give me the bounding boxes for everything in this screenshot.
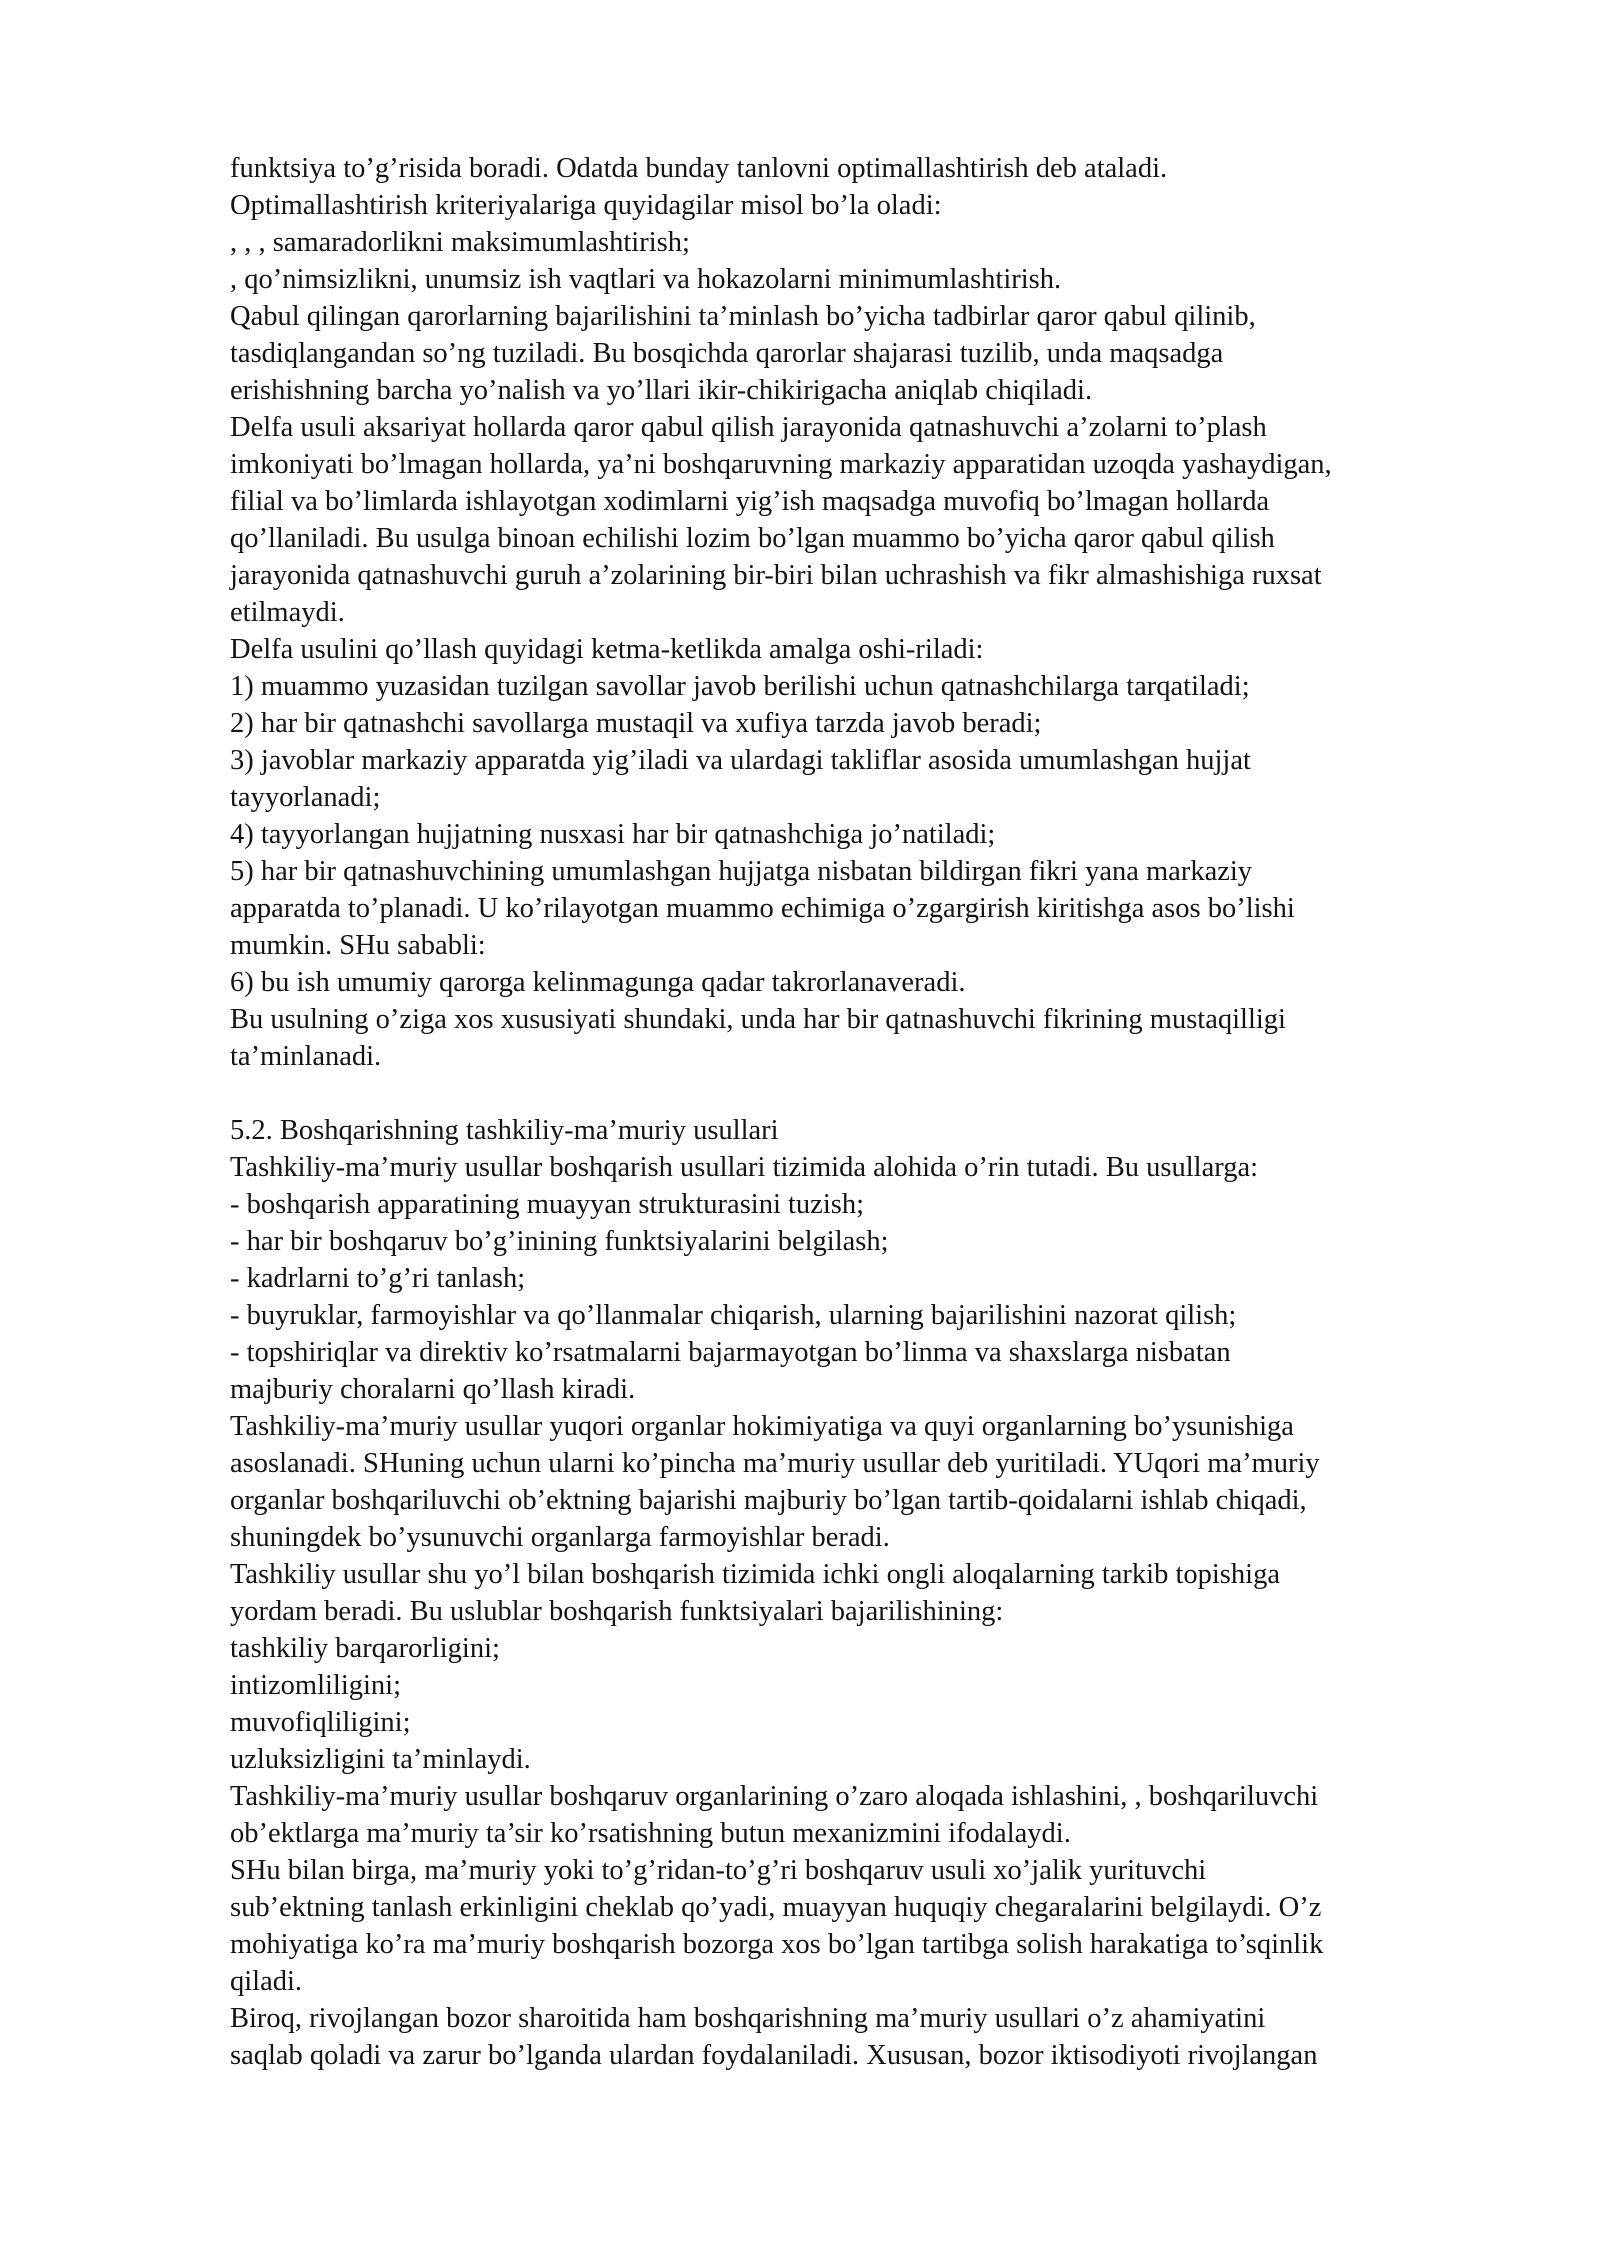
text-line: etilmaydi. [230,597,345,628]
text-line: - kadrlarni to’g’ri tanlash; [230,1263,526,1294]
text-line: mohiyatiga ko’ra ma’muriy boshqarish bozorga xos bo’lgan tartibga solish harakatiga to’sqinlik [230,1929,1324,1960]
text-line: Tashkiliy-ma’muriy usullar boshqarish usullari tizimida alohida o’rin tutadi. Bu usullarga: [230,1152,1259,1183]
text-line: , qo’nimsizlikni, unumsiz ish vaqtlari va hokazolarni minimumlashtirish. [230,264,1062,295]
text-line: tashkiliy barqarorligini; [230,1633,500,1664]
text-line: shuningdek bo’ysunuvchi organlarga farmoyishlar beradi. [230,1522,890,1553]
text-line: 2) har bir qatnashchi savollarga mustaqil va xufiya tarzda javob beradi; [230,708,1042,739]
text-line: Qabul qilingan qarorlarning bajarilishini ta’minlash bo’yicha tadbirlar qaror qabul qilinib, [230,301,1256,332]
text-line: SHu bilan birga, ma’muriy yoki to’g’ridan-to’g’ri boshqaruv usuli xo’jalik yurituvchi [230,1855,1207,1886]
text-line: 6) bu ish umumiy qarorga kelinmagunga qadar takrorlanaveradi. [230,967,966,998]
text-line: muvofiqliligini; [230,1707,411,1738]
text-line: 5.2. Boshqarishning tashkiliy-ma’muriy usullari [230,1115,779,1146]
text-line: Tashkiliy usullar shu yo’l bilan boshqarish tizimida ichki ongli aloqalarning tarkib topishiga [230,1559,1280,1590]
text-line: asoslanadi. SHuning uchun ularni ko’pincha ma’muriy usullar deb yuritiladi. YUqori ma’muriy [230,1448,1320,1479]
text-line: Bu usulning o’ziga xos xususiyati shundaki, unda har bir qatnashuvchi fikrining mustaqilligi [230,1004,1286,1035]
document-page [230,150,1520,2074]
text-line: - topshiriqlar va direktiv ko’rsatmalarni bajarmayotgan bo’linma va shaxslarga nisbatan [230,1337,1231,1368]
text-line: majburiy choralarni qo’llash kiradi. [230,1374,636,1405]
blank-line [230,1075,1520,1112]
text-line: funktsiya to’g’risida boradi. Odatda bunday tanlovni optimallashtirish deb ataladi. [230,153,1168,184]
text-line: ob’ektlarga ma’muriy ta’sir ko’rsatishning butun mexanizmini ifodalaydi. [230,1818,1071,1849]
text-line: 5) har bir qatnashuvchining umumlashgan hujjatga nisbatan bildirgan fikri yana markaziy [230,856,1253,887]
text-line: - buyruklar, farmoyishlar va qo’llanmalar chiqarish, ularning bajarilishini nazorat qilish; [230,1300,1237,1331]
text-line: - har bir boshqaruv bo’g’inining funktsiyalarini belgilash; [230,1226,889,1257]
text-line: Delfa usuli aksariyat hollarda qaror qabul qilish jarayonida qatnashuvchi a’zolarni to’plash [230,412,1267,443]
text-line: saqlab qoladi va zarur bo’lganda ulardan foydalaniladi. Xususan, bozor iktisodiyoti rivojlangan [230,2040,1318,2071]
text-line: sub’ektning tanlash erkinligini cheklab qo’yadi, muayyan huquqiy chegaralarini belgilaydi. O’z [230,1892,1322,1923]
text-line: uzluksizligini ta’minlaydi. [230,1744,531,1775]
text-line: qiladi. [230,1966,303,1997]
text-line: Optimallashtirish kriteriyalariga quyidagilar misol bo’la oladi: [230,190,942,221]
text-line: 4) tayyorlangan hujjatning nusxasi har bir qatnashchiga jo’natiladi; [230,819,996,850]
text-line: erishishning barcha yo’nalish va yo’llari ikir-chikirigacha aniqlab chiqiladi. [230,375,1093,406]
text-line: apparatda to’planadi. U ko’rilayotgan muammo echimiga o’zgargirish kiritishga asos bo’lishi [230,893,1295,924]
text-line: 3) javoblar markaziy apparatda yig’iladi va ulardagi takliflar asosida umumlashgan hujjat [230,745,1251,776]
text-line: - boshqarish apparatining muayyan strukturasini tuzish; [230,1189,864,1220]
text-line: , , , samaradorlikni maksimumlashtirish; [230,227,690,258]
text-line: tasdiqlangandan so’ng tuziladi. Bu bosqichda qarorlar shajarasi tuzilib, unda maqsadga [230,338,1224,369]
text-line: Biroq, rivojlangan bozor sharoitida ham boshqarishning ma’muriy usullari o’z ahamiyatini [230,2003,1266,2034]
text-line: imkoniyati bo’lmagan hollarda, ya’ni boshqaruvning markaziy apparatidan uzoqda yashaydigan, [230,449,1332,480]
text-line: Tashkiliy-ma’muriy usullar boshqaruv organlarining o’zaro aloqada ishlashini, , boshqariluvchi [230,1781,1319,1812]
text-line: filial va bo’limlarda ishlayotgan xodimlarni yig’ish maqsadga muvofiq bo’lmagan hollarda [230,486,1270,517]
text-line: tayyorlanadi; [230,782,381,813]
text-line: 1) muammo yuzasidan tuzilgan savollar javob berilishi uchun qatnashchilarga tarqatiladi; [230,671,1250,702]
text-line: Tashkiliy-ma’muriy usullar yuqori organlar hokimiyatiga va quyi organlarning bo’ysunishiga [230,1411,1294,1442]
text-line: Delfa usulini qo’llash quyidagi ketma-ketlikda amalga oshi-riladi: [230,634,984,665]
text-line: intizomliligini; [230,1670,401,1701]
text-line: organlar boshqariluvchi ob’ektning bajarishi majburiy bo’lgan tartib-qoidalarni ishlab chiqadi, [230,1485,1307,1516]
text-line: mumkin. SHu sababli: [230,930,486,961]
text-line: jarayonida qatnashuvchi guruh a’zolarining bir-biri bilan uchrashish va fikr almashishiga ruxsat [230,560,1322,591]
text-line: ta’minlanadi. [230,1041,382,1072]
text-line: yordam beradi. Bu uslublar boshqarish funktsiyalari bajarilishining: [230,1596,1004,1627]
text-line: qo’llaniladi. Bu usulga binoan echilishi lozim bo’lgan muammo bo’yicha qaror qabul qilish [230,523,1275,554]
